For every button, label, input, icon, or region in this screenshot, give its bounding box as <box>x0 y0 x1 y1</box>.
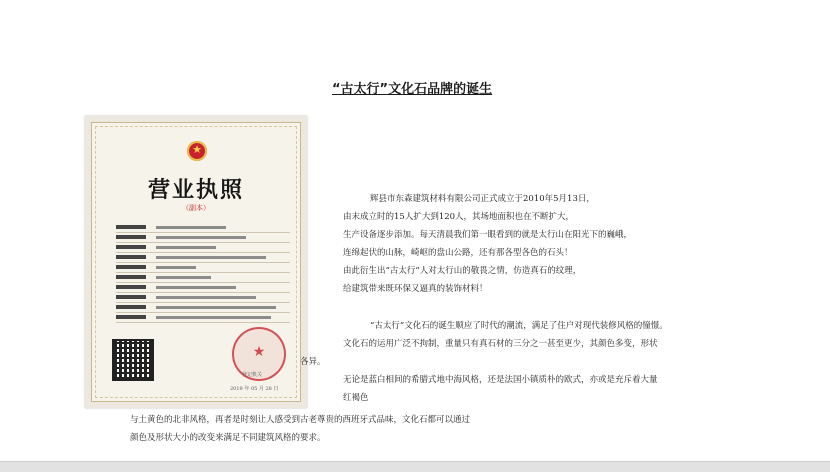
national-emblem-icon <box>187 141 207 161</box>
paragraph-line: 各异。 <box>300 357 326 367</box>
license-field <box>116 273 290 283</box>
paragraph-line: 给建筑带来既环保又逼真的装饰材料！ <box>343 284 488 294</box>
license-frame <box>91 122 301 402</box>
license-date: 2019 年 05 月 28 日 <box>230 386 279 392</box>
license-field <box>116 313 290 323</box>
paragraph-line: 无论是蓝白相间的希腊式地中海风格，还是法国小镇质朴的欧式，亦或是充斥着大量 <box>343 375 658 385</box>
license-field <box>116 263 290 273</box>
paragraph-line: 连绵起伏的山脉，崎岖的盘山公路，还有那各型各色的石头！ <box>343 248 573 258</box>
paragraph-line: “古太行”文化石的诞生顺应了时代的潮流，满足了住户对现代装修风格的憧憬。 <box>370 321 668 331</box>
license-subheading: （副本） <box>182 204 210 212</box>
paragraph-line: 颜色及形状大小的改变来满足不同建筑风格的要求。 <box>130 433 326 443</box>
paragraph-line: 由末成立时的15人扩大到120人，其场地面积也在不断扩大， <box>343 212 575 222</box>
page-title: “古太行”文化石品牌的诞生 <box>332 82 493 97</box>
registration-authority-label: 登记机关 <box>242 372 263 378</box>
paragraph-line: 文化石的运用广泛不拘制，重量只有真石材的三分之一甚至更少，其颜色多变，形状 <box>343 339 658 349</box>
paragraph-line: 由此衍生出“古太行”人对太行山的敬畏之情，仿造真石的纹理， <box>343 266 582 276</box>
license-heading: 营业执照 <box>147 178 244 203</box>
paragraph-line: 生产设备逐步添加。每天清晨我们第一眼看到的就是太行山在阳光下的巍峨， <box>343 230 633 240</box>
paragraph-line: 辉县市东森建筑材料有限公司正式成立于2010年5月13日， <box>370 194 595 204</box>
license-field <box>116 253 290 263</box>
paragraph-line: 红褐色 <box>343 393 369 403</box>
license-field <box>116 233 290 243</box>
license-field <box>116 283 290 293</box>
paragraph-line: 与土黄色的北非风格，再者是时刻让人感受到古老尊贵的西班牙式品味，文化石都可以通过 <box>130 415 471 425</box>
license-field <box>116 293 290 303</box>
business-license-image <box>85 116 307 408</box>
bottom-scroll-bar[interactable] <box>0 461 830 472</box>
qr-code-icon <box>112 339 154 381</box>
license-field <box>116 223 290 233</box>
license-field <box>116 243 290 253</box>
license-field <box>116 303 290 313</box>
